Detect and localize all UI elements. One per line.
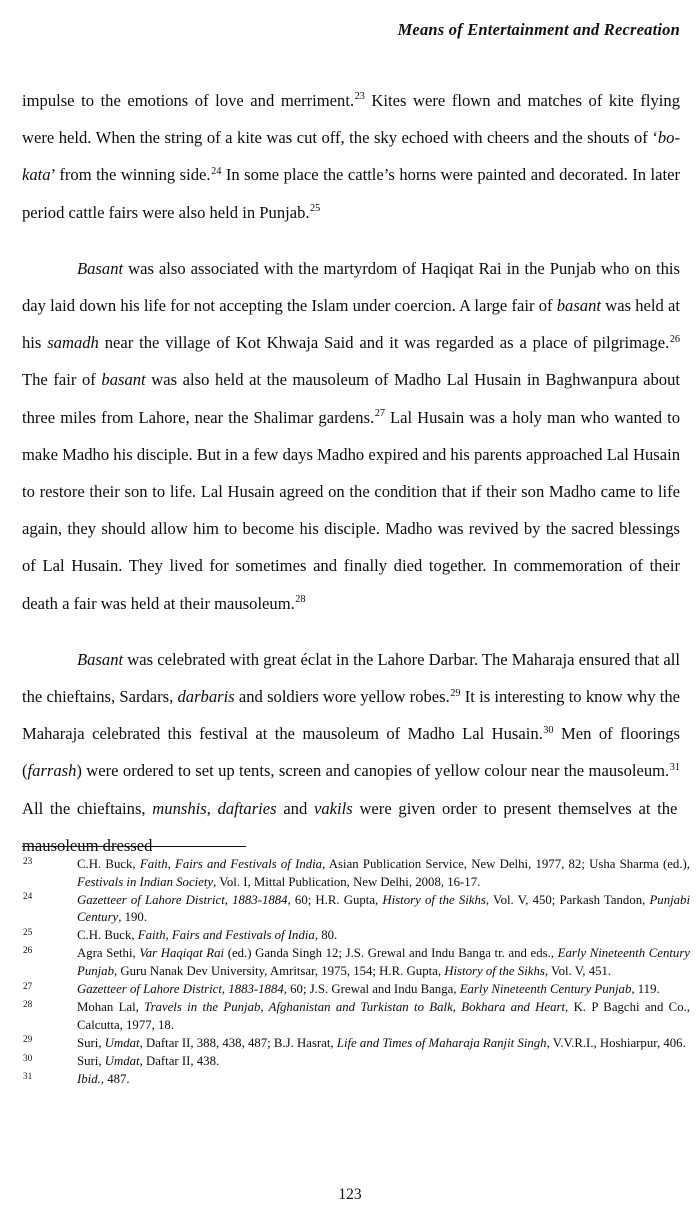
italic-text: farrash — [27, 761, 77, 781]
italic-text: munshis — [152, 798, 207, 818]
text-run: , Daftar II, 438. — [139, 1054, 220, 1069]
footnote-text — [77, 1072, 130, 1086]
text-run: was also held at the mausoleum of Madho Lal Husain in Baghwanpura about three miles from Lahore, near the Shalimar gardens. — [22, 370, 681, 427]
text-run: , 60; H.R. Gupta, — [287, 892, 383, 907]
text-run: , 487. — [100, 1072, 130, 1087]
italic-text: Basant — [77, 258, 124, 278]
italic-text: Basant — [77, 649, 124, 669]
text-run: , Vol. V, 450; Parkash Tandon, — [485, 892, 650, 907]
footnote-31 — [22, 1071, 690, 1089]
footnote-26 — [22, 945, 690, 980]
text-run: Asian Publication Service, New Delhi, 1977, 82; Usha Sharma (ed.), — [325, 857, 690, 871]
running-header: Means of Entertainment and Recreation — [397, 20, 680, 39]
text-run: , 190. — [118, 910, 148, 925]
text-run: , V.V.R.I., Hoshiarpur, 406. — [546, 1035, 686, 1050]
footnote-marker: 27 — [374, 408, 385, 420]
italic-text: Travels in the Punjab, Afghanistan and Turkistan to Balk, Bokhara and Heart — [144, 1000, 566, 1015]
text-run: It is interesting to know why the Maharaja celebrated this festival at the mausoleum of Madho Lal Husain. — [22, 687, 680, 744]
footnote-27 — [22, 981, 690, 999]
text-run: , Daftar II, 388, 438, 487; B.J. Hasrat, — [139, 1035, 337, 1050]
footnote-23 — [22, 856, 690, 891]
text-run: ’ from the winning side. — [50, 165, 211, 185]
footnote-25 — [22, 927, 690, 945]
italic-text: daftaries — [217, 798, 277, 818]
footnote-29 — [22, 1035, 690, 1053]
text-run: Suri, — [77, 1035, 105, 1050]
text-run: and soldiers wore yellow robes. — [234, 687, 450, 707]
text-run: Agra Sethi, — [77, 946, 140, 961]
text-run: , 80. — [314, 928, 338, 943]
footnote-marker: 24 — [211, 165, 222, 177]
text-run: impulse to the emotions of love and merriment. — [22, 91, 355, 110]
footnote-text — [77, 893, 690, 925]
footnote-text — [77, 1054, 219, 1068]
text-run: , K. P Bagchi and Co., Calcutta, 1977, 18. — [77, 1000, 690, 1032]
footnote-number: 24 — [23, 892, 33, 903]
para-kites — [22, 82, 680, 231]
footnote-number: 27 — [23, 981, 33, 992]
text-run: The fair of — [22, 370, 102, 390]
text-run: Mohan Lal, — [77, 1000, 145, 1015]
italic-text: vakils — [314, 798, 353, 818]
footnote-number: 31 — [23, 1071, 33, 1082]
footnote-number: 25 — [23, 927, 33, 938]
text-run: Lal Husain was a holy man who wanted to make Madho his disciple. But in a few days Madho expired and his parents approached Lal Husain to restore their son to life. Lal Husain agreed on the condition that if their son Madho came to life again, they should allow him to become his disciple. Madho was revived by the sacred blessings of Lal Husain. They lived for sometimes and finally died together. In commemoration of their death a fair was held at their mausoleum. — [22, 407, 681, 613]
text-run: Suri, — [77, 1054, 105, 1069]
footnote-marker: 31 — [669, 761, 680, 773]
footnote-number: 29 — [23, 1035, 33, 1046]
footnote-marker: 26 — [669, 333, 681, 345]
footnote-marker: 23 — [354, 91, 365, 103]
footnote-text — [77, 857, 690, 889]
text-run: was celebrated with great éclat in the Lahore Darbar. The Maharaja ensured that all the chieftains, Sardars, — [22, 649, 680, 707]
footnote-text — [77, 982, 660, 996]
text-run: In some place the cattle’s horns were painted and decorated. In later period cattle fairs were also held in Punjab. — [22, 165, 681, 222]
italic-text: bo-kata — [22, 128, 680, 185]
text-run: , 60; J.S. Grewal and Indu Banga, — [283, 982, 460, 997]
italic-text: Faith, Fairs and Festivals of India — [137, 928, 315, 943]
footnote-number: 30 — [23, 1053, 33, 1064]
para-haqiqat-rai — [22, 250, 680, 622]
text-run: C.H. Buck, — [77, 857, 140, 871]
italic-text: Punjabi Century — [77, 892, 691, 925]
text-run: (ed.) Ganda Singh 12; J.S. Grewal and Indu Banga tr. and eds., — [224, 946, 558, 961]
italic-text: Umdat — [104, 1035, 140, 1050]
text-run: was held at his — [22, 296, 680, 353]
page-number: 123 — [338, 1186, 362, 1203]
italic-text: Early Nineteenth Century Punjab — [77, 946, 690, 979]
text-run: , Guru Nanak Dev University, Amritsar, 1975, 154; H.R. Gupta, — [113, 964, 445, 979]
footnote-text — [77, 1000, 690, 1032]
text-run: All the chieftains, — [22, 798, 153, 818]
footnote-number: 26 — [23, 945, 33, 956]
footnote-separator-rule — [22, 846, 246, 847]
italic-text: basant — [556, 296, 602, 316]
footnote-marker: 30 — [543, 724, 554, 736]
italic-text: darbaris — [177, 687, 235, 707]
text-run: Men of floorings ( — [22, 724, 681, 781]
body-text-block — [22, 82, 680, 864]
footnote-28 — [22, 999, 690, 1034]
text-run: near the village of Kot Khwaja Said and it was regarded as a place of pilgrimage. — [98, 333, 670, 353]
italic-text: History of the Sikhs — [444, 964, 545, 979]
italic-text: Gazetteer of Lahore District, 1883-1884 — [77, 892, 288, 907]
italic-text: Early Nineteenth Century Punjab — [459, 982, 632, 997]
footnote-24 — [22, 892, 690, 927]
text-run: ) were ordered to set up tents, screen and canopies of yellow colour near the mausoleum. — [76, 761, 670, 781]
text-run: , — [206, 798, 218, 818]
footnote-marker: 28 — [295, 594, 306, 606]
italic-text: Festivals in Indian Society — [77, 874, 214, 889]
text-run: , 119. — [631, 982, 660, 997]
footnote-text — [77, 928, 337, 942]
para-lahore-darbar — [22, 641, 680, 864]
footnote-marker: 29 — [450, 687, 461, 699]
italic-text: Ibid. — [77, 1072, 101, 1087]
text-run: C.H. Buck, — [77, 928, 138, 943]
text-run: , Vol. V, 451. — [544, 964, 612, 979]
text-run: were given order to present themselves at the mausoleum dressed — [22, 798, 678, 855]
italic-text: samadh — [47, 333, 99, 353]
italic-text: History of the Sikhs — [382, 892, 486, 907]
footnote-30 — [22, 1053, 690, 1071]
italic-text: Gazetteer of Lahore District, 1883-1884 — [77, 982, 284, 997]
footnotes-section — [22, 856, 690, 1089]
italic-text: basant — [101, 370, 146, 390]
italic-text: Life and Times of Maharaja Ranjit Singh — [336, 1035, 547, 1050]
text-run: was also associated with the martyrdom of Haqiqat Rai in the Punjab who on this day laid down his life for not accepting the Islam under coercion. A large fair of — [22, 258, 680, 316]
footnote-number: 28 — [23, 999, 33, 1010]
italic-text: Faith, Fairs and Festivals of India, — [139, 857, 326, 871]
footnote-text — [77, 946, 690, 978]
text-run: , Vol. I, Mittal Publication, New Delhi, 2008, 16-17. — [213, 874, 481, 889]
text-run: and — [276, 798, 314, 818]
text-run: Kites were flown and matches of kite flying were held. When the string of a kite was cut off, the sky echoed with cheers and the shouts of ‘ — [22, 91, 680, 148]
italic-text: Umdat — [104, 1054, 140, 1069]
footnote-marker: 25 — [310, 203, 321, 215]
footnote-number: 23 — [23, 856, 33, 867]
italic-text: Var Haqiqat Rai — [139, 946, 225, 961]
footnote-text — [77, 1036, 686, 1050]
